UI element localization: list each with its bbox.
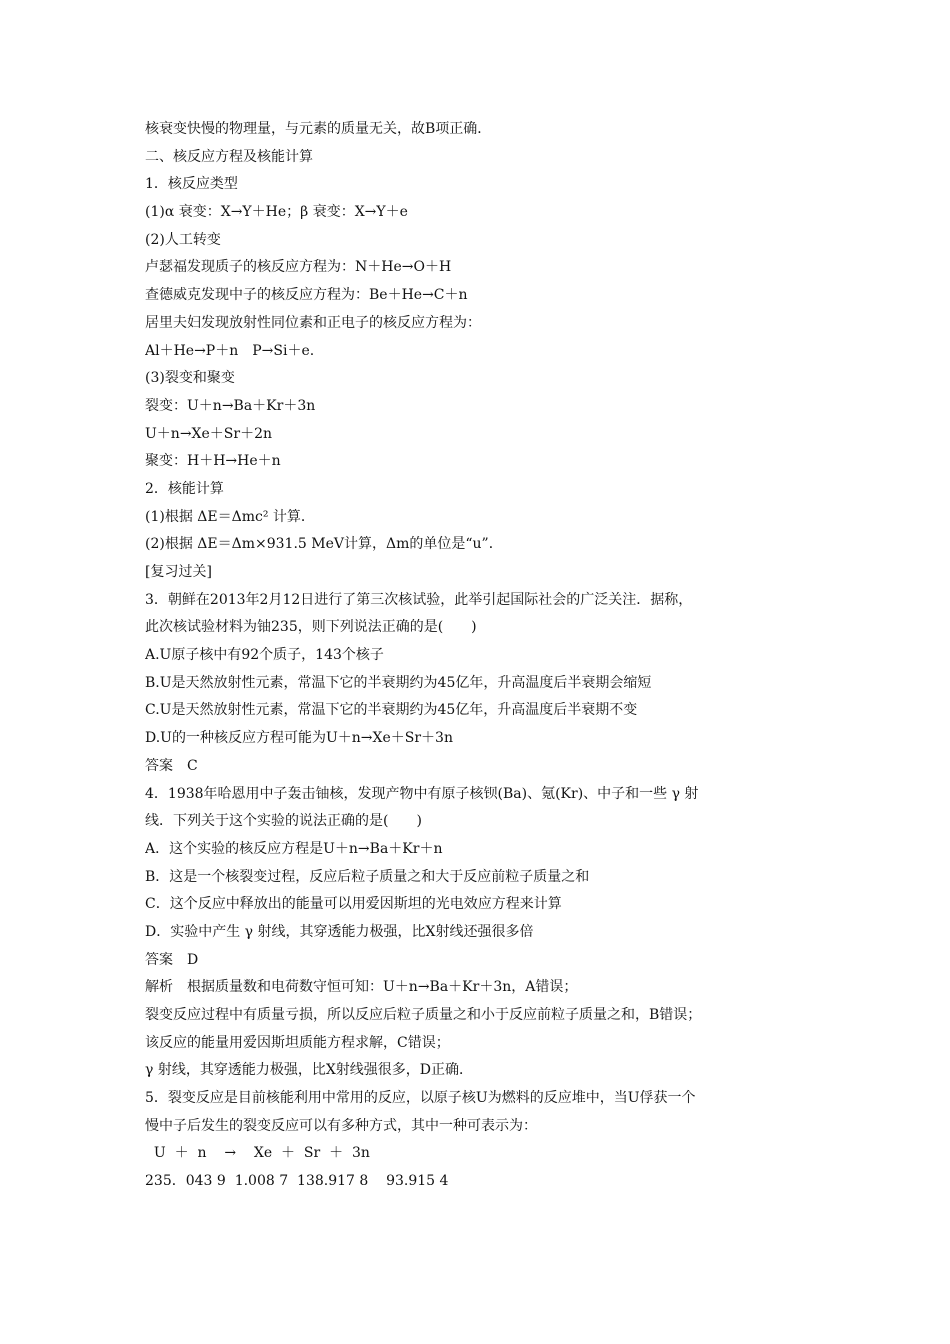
option-d: D.U的一种核反应方程可能为U＋n→Xe＋Sr＋3n bbox=[145, 730, 453, 747]
question-5: 5．裂变反应是目前核能利用中常用的反应，以原子核U为燃料的反应堆中，当U俘获一个 bbox=[145, 1090, 696, 1107]
subsection-heading: 2．核能计算 bbox=[145, 480, 224, 497]
text-line: (2)人工转变 bbox=[145, 231, 221, 248]
option-c: C.U是天然放射性元素，常温下它的半衰期约为45亿年，升高温度后半衰期不变 bbox=[145, 702, 638, 719]
question-3: 3．朝鲜在2013年2月12日进行了第三次核试验，此举引起国际社会的广泛关注．据称， bbox=[145, 591, 693, 608]
question-3-cont: 此次核试验材料为铀235，则下列说法正确的是( ) bbox=[145, 619, 477, 636]
text-line: 裂变：U＋n→Ba＋Kr＋3n bbox=[145, 397, 316, 414]
text-line: 居里夫妇发现放射性同位素和正电子的核反应方程为： bbox=[145, 314, 481, 331]
text-line: (2)根据 ΔE＝Δm×931.5 MeV计算，Δm的单位是“u”． bbox=[145, 536, 503, 553]
answer: 答案 D bbox=[145, 951, 199, 968]
option-a: A.U原子核中有92个质子，143个核子 bbox=[145, 647, 384, 664]
text-line: (1)根据 ΔE＝Δmc² 计算． bbox=[145, 508, 315, 525]
text-line: 聚变：H＋H→He＋n bbox=[145, 453, 281, 470]
text-line: 查德威克发现中子的核反应方程为：Be＋He→C＋n bbox=[145, 287, 468, 304]
document-page bbox=[145, 116, 815, 1196]
analysis: 解析 根据质量数和电荷数守恒可知：U＋n→Ba＋Kr＋3n，A错误； bbox=[145, 979, 578, 996]
text-line: Al＋He→P＋n P→Si＋e. bbox=[145, 342, 315, 359]
mass-values-row: 235．043 9 1.008 7 138.917 8 93.915 4 bbox=[145, 1173, 449, 1190]
option-c: C．这个反应中释放出的能量可以用爱因斯坦的光电效应方程来计算 bbox=[145, 896, 562, 913]
text-line: 卢瑟福发现质子的核反应方程为：N＋He→O＋H bbox=[145, 259, 452, 276]
section-heading: 二、核反应方程及核能计算 bbox=[145, 148, 313, 165]
answer: 答案 C bbox=[145, 757, 198, 774]
review-heading: [复习过关] bbox=[145, 564, 212, 580]
text-line: (1)α 衰变：X→Y＋He；β 衰变：X→Y＋e bbox=[145, 204, 408, 221]
question-4-cont: 线．下列关于这个实验的说法正确的是( ) bbox=[145, 813, 422, 830]
analysis: 该反应的能量用爱因斯坦质能方程求解，C错误； bbox=[145, 1034, 450, 1051]
option-b: B．这是一个核裂变过程，反应后粒子质量之和大于反应前粒子质量之和 bbox=[145, 868, 590, 885]
text-line: U＋n→Xe＋Sr＋2n bbox=[145, 425, 273, 442]
question-5-cont: 慢中子后发生的裂变反应可以有多种方式，其中一种可表示为： bbox=[145, 1117, 537, 1134]
text-line: 核衰变快慢的物理量，与元素的质量无关，故B项正确． bbox=[145, 121, 492, 137]
option-a: A．这个实验的核反应方程是U＋n→Ba＋Kr＋n bbox=[145, 840, 443, 857]
option-d: D．实验中产生 γ 射线，其穿透能力极强，比X射线还强很多倍 bbox=[145, 923, 534, 940]
analysis: 裂变反应过程中有质量亏损，所以反应后粒子质量之和小于反应前粒子质量之和，B错误； bbox=[145, 1007, 702, 1023]
analysis: γ 射线，其穿透能力极强，比X射线强很多，D正确． bbox=[145, 1062, 474, 1079]
option-b: B.U是天然放射性元素，常温下它的半衰期约为45亿年，升高温度后半衰期会缩短 bbox=[145, 674, 652, 691]
text-line: (3)裂变和聚变 bbox=[145, 370, 235, 387]
question-4: 4．1938年哈恩用中子轰击铀核，发现产物中有原子核钡(Ba)、氪(Kr)、中子和一些 γ 射 bbox=[145, 785, 699, 802]
equation-row: U ＋ n → Xe ＋ Sr ＋ 3n bbox=[145, 1145, 370, 1162]
subsection-heading: 1．核反应类型 bbox=[145, 176, 238, 193]
